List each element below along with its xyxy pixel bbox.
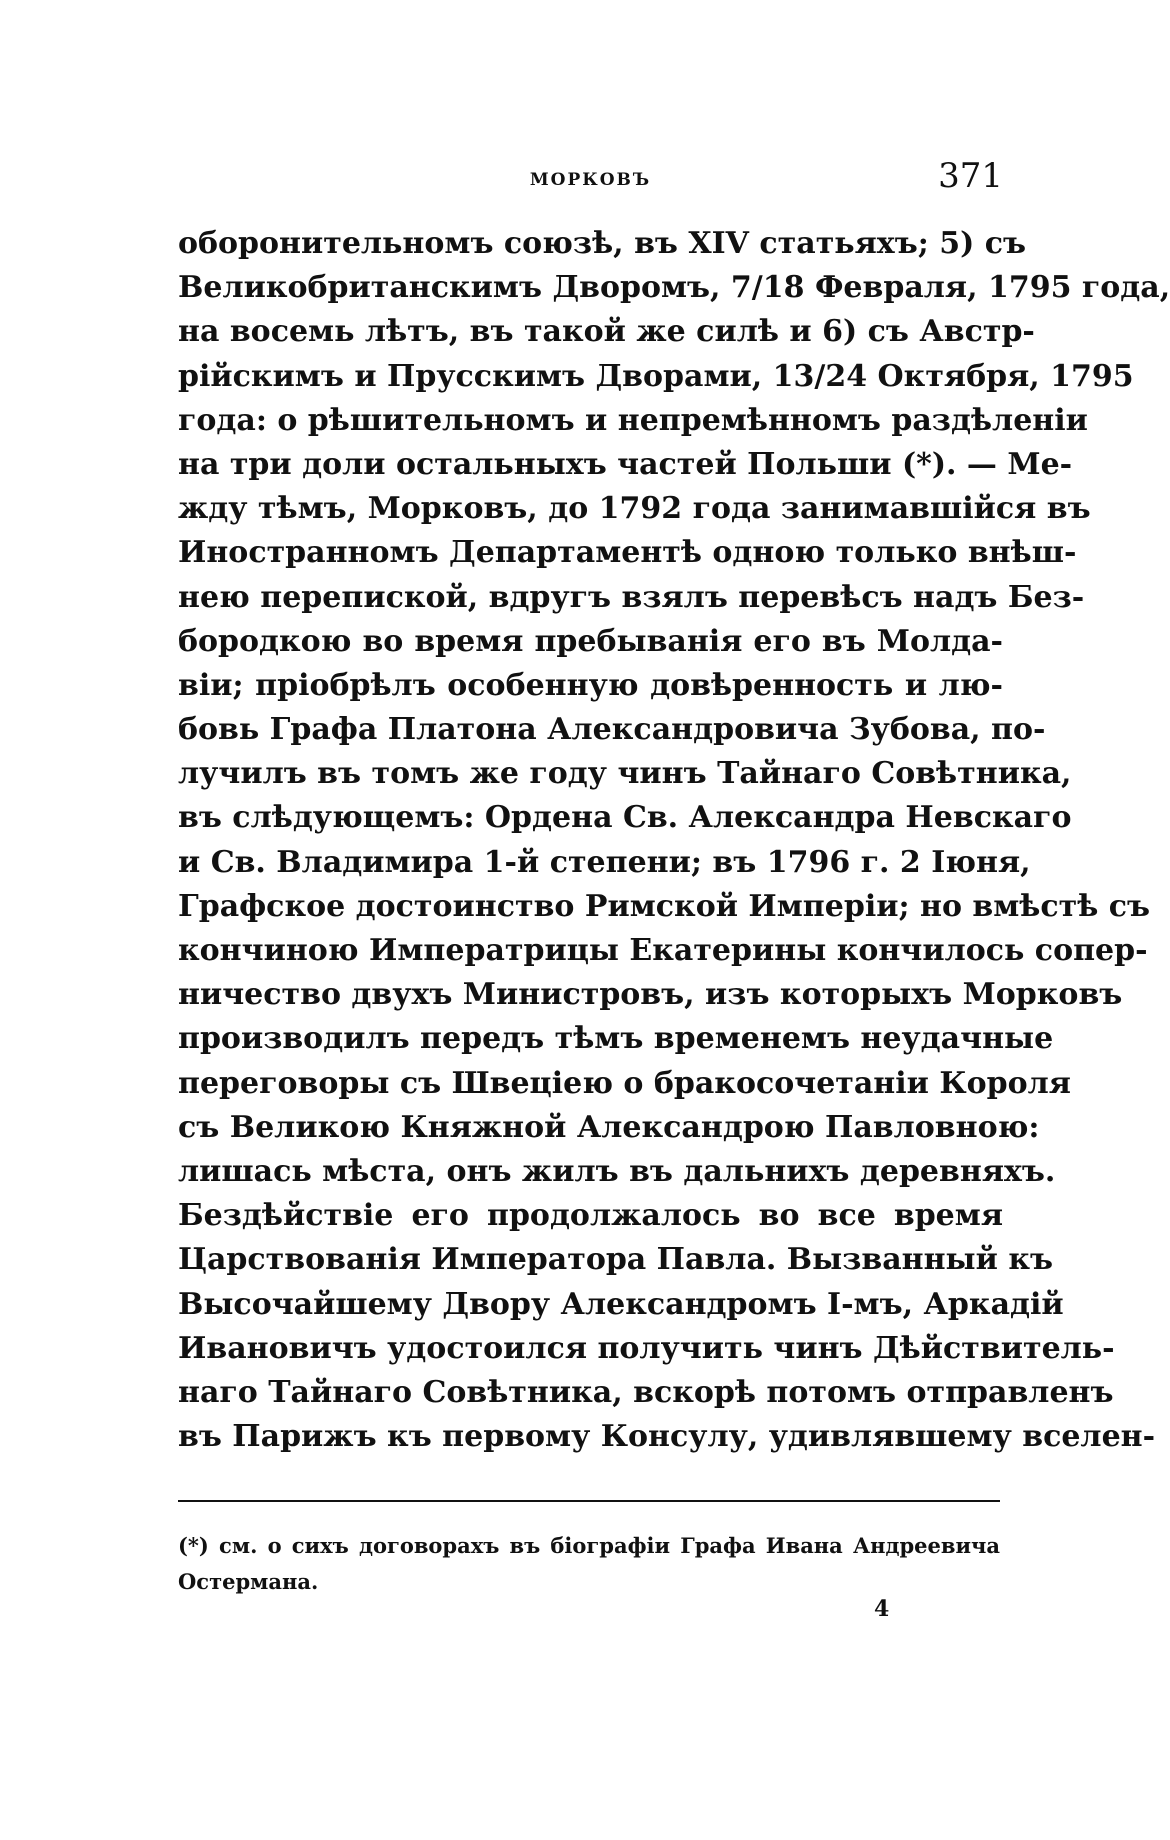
text-line: на восемь лѣтъ, въ такой же силѣ и 6) съ Австр-: [178, 314, 1035, 350]
text-line: съ Великою Княжной Александрою Павловною:: [178, 1109, 1040, 1145]
page-number: 371: [938, 156, 1003, 196]
running-title: морковъ: [529, 162, 652, 191]
text-line: Высочайшему Двору Александромъ І-мъ, Аркадій: [178, 1286, 1064, 1322]
text-line: кончиною Императрицы Екатерины кончилось сопер-: [178, 933, 1148, 968]
footnote-divider: [178, 1500, 1000, 1502]
text-line: наго Тайнаго Совѣтника, вскорѣ потомъ отправленъ: [178, 1374, 1114, 1410]
text-line: ничество двухъ Министровъ, изъ которыхъ Морковъ: [178, 977, 1123, 1013]
text-line: оборонительномъ союзѣ, въ XIV статьяхъ; 5) съ: [178, 226, 1027, 261]
signature-mark: 4: [874, 1596, 890, 1622]
page-header: [178, 156, 1003, 202]
text-line: переговоры съ Швеціею о бракосочетаніи Короля: [178, 1065, 1071, 1101]
text-line: въ Парижъ къ первому Консулу, удивлявшему вселен-: [178, 1419, 1156, 1455]
text-line: бородкою во время пребыванія его въ Молда-: [178, 623, 1003, 659]
text-line: Бездѣйствіе его продолжалось во все время: [178, 1198, 1003, 1234]
text-line: віи; пріобрѣлъ особенную довѣренность и лю-: [178, 667, 1003, 703]
text-line: Графское достоинство Римской Имперіи; но вмѣстѣ съ: [178, 888, 1151, 924]
text-line: въ слѣдующемъ: Ордена Св. Александра Невскаго: [178, 800, 1072, 836]
text-line: Иностранномъ Департаментѣ одною только внѣш-: [178, 535, 1077, 571]
text-line: на три доли остальныхъ частей Польши (*). — Ме-: [178, 446, 1073, 482]
text-line: бовь Графа Платона Александровича Зубова, по-: [178, 712, 1046, 748]
text-line: рійскимъ и Прусскимъ Дворами, 13/24 Октября, 1795: [178, 358, 1134, 394]
text-line: нею перепиской, вдругъ взялъ перевѣсъ надъ Без-: [178, 579, 1085, 615]
footnote: [178, 1528, 1000, 1600]
text-line: Великобританскимъ Дворомъ, 7/18 Февраля, 1795 года,: [178, 270, 1170, 306]
text-line: Ивановичъ удостоился получить чинъ Дѣйствитель-: [178, 1330, 1115, 1366]
footnote-line: (*) см. о сихъ договорахъ въ біографіи Графа Ивана Андреевича: [178, 1533, 1000, 1558]
text-line: жду тѣмъ, Морковъ, до 1792 года занимавшійся въ: [178, 491, 1091, 527]
text-line: и Св. Владимира 1-й степени; въ 1796 г. 2 Іюня,: [178, 844, 1031, 880]
text-line: Царствованія Императора Павла. Вызванный къ: [178, 1242, 1053, 1278]
text-line: года: о рѣшительномъ и непремѣнномъ раздѣленіи: [178, 402, 1088, 438]
text-line: лучилъ въ томъ же году чинъ Тайнаго Совѣтника,: [178, 756, 1072, 792]
text-line: производилъ передъ тѣмъ временемъ неудачные: [178, 1021, 1054, 1057]
text-line: лишась мѣста, онъ жилъ въ дальнихъ деревняхъ.: [178, 1153, 1056, 1189]
main-text: [178, 222, 1170, 1459]
footnote-line: Остермана.: [178, 1569, 319, 1594]
